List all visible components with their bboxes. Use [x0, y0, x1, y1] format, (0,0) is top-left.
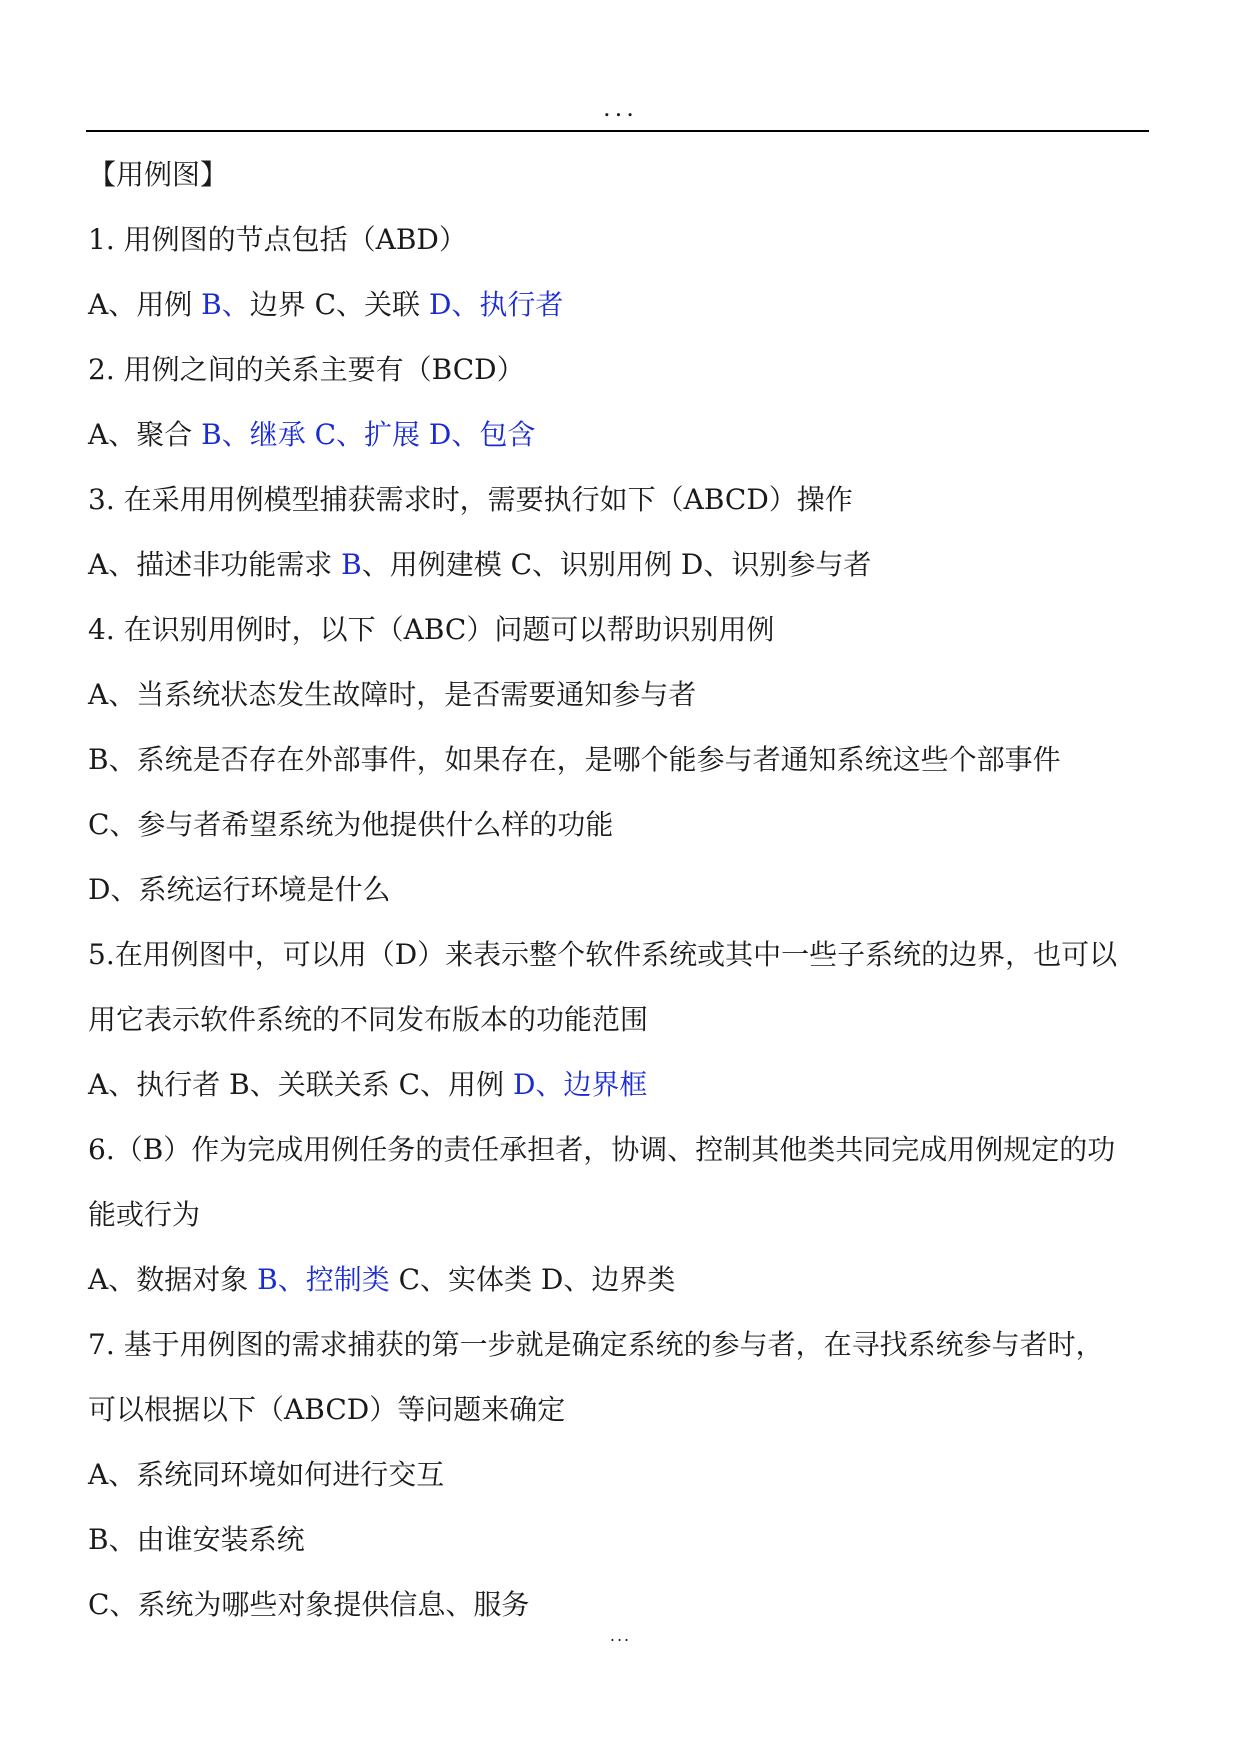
- question-5-line-2: [88, 987, 1152, 1052]
- question-5-line-1: [88, 922, 1152, 987]
- option-text: B、系统是否存在外部事件，如果存在，是哪个能参与者通知系统这些个部事件: [88, 743, 1061, 776]
- option-text: A、描述非功能需求: [88, 548, 342, 581]
- question-text: 4. 在识别用例时，以下（ABC）问题可以帮助识别用例: [88, 613, 775, 646]
- option-4a: [88, 662, 1152, 727]
- answer-highlight: B: [341, 548, 362, 581]
- option-text: A、执行者 B、关联关系 C、用例: [88, 1068, 513, 1101]
- question-text: 能或行为: [88, 1198, 201, 1231]
- options-5: [88, 1052, 1152, 1117]
- option-7b: [88, 1507, 1152, 1572]
- answer-highlight: B、继承 C、扩展 D、包含: [201, 418, 536, 451]
- option-text: A、数据对象: [88, 1263, 258, 1296]
- option-text: C、参与者希望系统为他提供什么样的功能: [88, 808, 614, 841]
- question-7-line-2: [88, 1377, 1152, 1442]
- question-1: [88, 207, 1152, 272]
- answer-highlight: B、控制类: [257, 1263, 390, 1296]
- option-text: A、当系统状态发生故障时，是否需要通知参与者: [88, 678, 697, 711]
- option-text: C、实体类 D、边界类: [389, 1263, 676, 1296]
- option-text: 、用例建模 C、识别用例 D、识别参与者: [361, 548, 872, 581]
- header-ellipsis: ...: [603, 94, 638, 122]
- question-text: 用它表示软件系统的不同发布版本的功能范围: [88, 1003, 649, 1036]
- question-2: [88, 337, 1152, 402]
- answer-highlight: B、: [201, 288, 250, 321]
- question-text: 2. 用例之间的关系主要有（BCD）: [88, 353, 525, 386]
- options-3: [88, 532, 1152, 597]
- options-2: [88, 402, 1152, 467]
- option-4b: [88, 727, 1152, 792]
- option-text: C、系统为哪些对象提供信息、服务: [88, 1588, 530, 1621]
- option-4d: [88, 857, 1152, 922]
- options-6: [88, 1247, 1152, 1312]
- footer-ellipsis: ...: [609, 1626, 632, 1645]
- option-text: 边界 C、关联: [249, 288, 429, 321]
- header-rule: [86, 130, 1149, 132]
- document-body: [88, 142, 1152, 1637]
- option-text: B、由谁安装系统: [88, 1523, 305, 1556]
- question-text: 7. 基于用例图的需求捕获的第一步就是确定系统的参与者，在寻找系统参与者时，: [88, 1328, 1104, 1361]
- question-3: [88, 467, 1152, 532]
- option-7a: [88, 1442, 1152, 1507]
- question-text: 5.在用例图中，可以用（D）来表示整个软件系统或其中一些子系统的边界，也可以: [88, 938, 1118, 971]
- option-text: A、系统同环境如何进行交互: [88, 1458, 445, 1491]
- question-6-line-1: [88, 1117, 1152, 1182]
- option-4c: [88, 792, 1152, 857]
- section-heading: [88, 142, 1152, 207]
- question-6-line-2: [88, 1182, 1152, 1247]
- option-text: A、聚合: [88, 418, 202, 451]
- question-text: 可以根据以下（ABCD）等问题来确定: [88, 1393, 566, 1426]
- question-text: 6.（B）作为完成用例任务的责任承担者，协调、控制其他类共同完成用例规定的功: [88, 1133, 1116, 1166]
- option-text: A、用例: [88, 288, 202, 321]
- question-text: 1. 用例图的节点包括（ABD）: [88, 223, 467, 256]
- heading-text: 【用例图】: [88, 158, 229, 191]
- answer-highlight: D、边界框: [512, 1068, 648, 1101]
- question-4: [88, 597, 1152, 662]
- answer-highlight: D、执行者: [428, 288, 564, 321]
- question-7-line-1: [88, 1312, 1152, 1377]
- options-1: [88, 272, 1152, 337]
- question-text: 3. 在采用用例模型捕获需求时，需要执行如下（ABCD）操作: [88, 483, 853, 516]
- option-text: D、系统运行环境是什么: [88, 873, 391, 906]
